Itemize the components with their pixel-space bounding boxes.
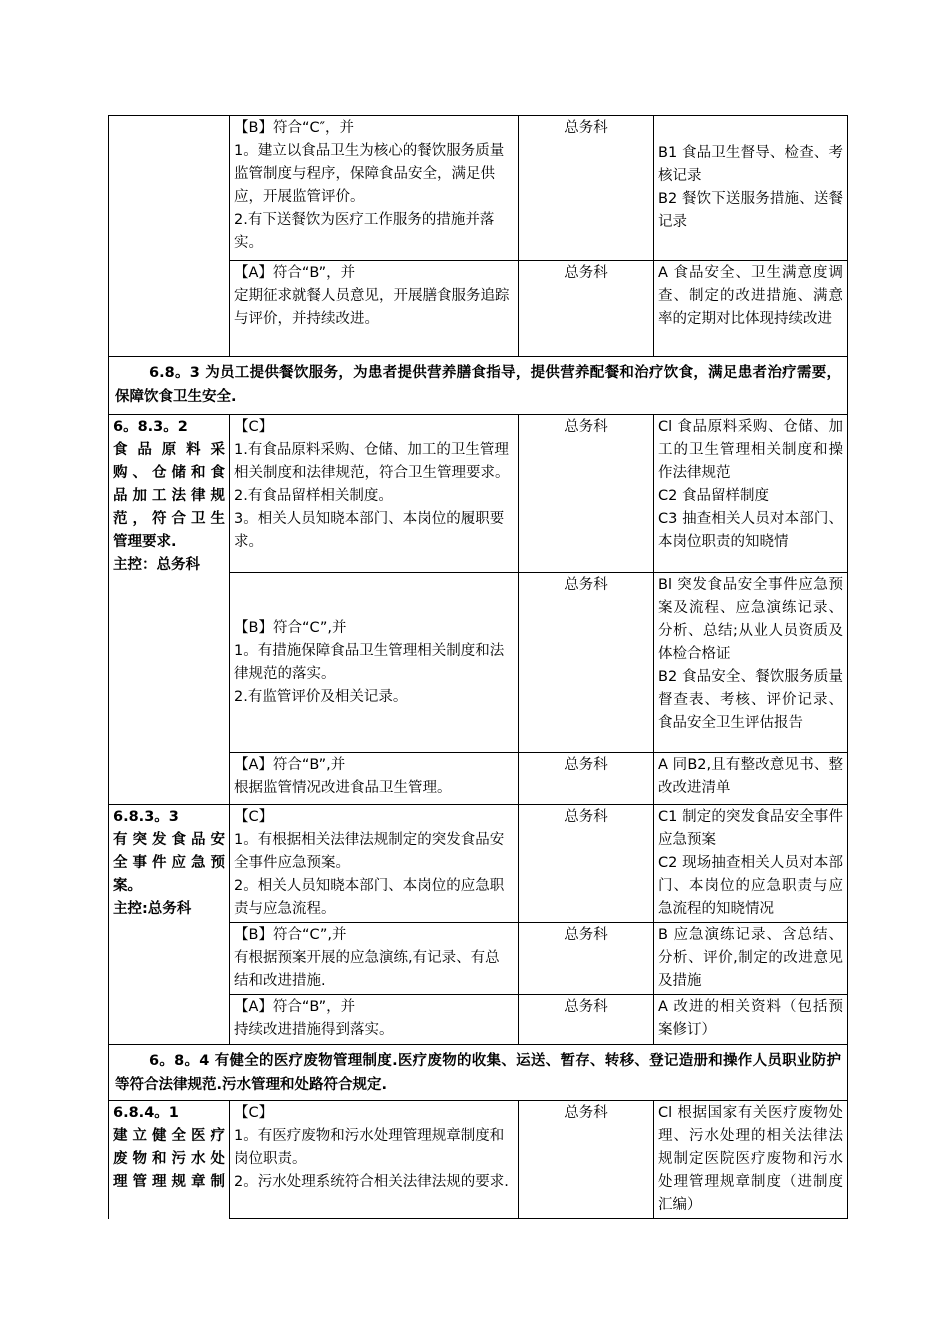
criterion-code: 6.8.4。1: [113, 1105, 179, 1121]
table-row: [109, 415, 848, 573]
evidence-cell: [654, 573, 848, 753]
dept-cell: 总务科: [519, 415, 654, 573]
evidence-item: B1 食品卫生督导、检查、考核记录: [658, 145, 843, 184]
criterion-cell: [109, 805, 230, 1045]
table-row: [109, 805, 848, 923]
evidence-cell: [654, 995, 848, 1045]
evidence-item: B2 餐饮下送服务措施、送餐记录: [658, 191, 843, 230]
criterion-title-line: 全事件应急预: [113, 855, 225, 871]
standard-cell: [230, 415, 519, 573]
standard-cell: [230, 1101, 519, 1219]
criterion-title-line: 范，符合卫生: [113, 511, 225, 527]
standard-cell: [230, 573, 519, 753]
standard-item: 2.有食品留样相关制度。: [234, 488, 393, 504]
level-label: 【B】符合“C″，并: [234, 120, 354, 136]
standards-table: [108, 115, 848, 1219]
standard-item: 1。建立以食品卫生为核心的餐饮服务质量监管制度与程序，保障食品安全，满足供应，开展监管评价。: [234, 143, 505, 205]
section-header: [109, 1045, 848, 1101]
criterion-owner: 主控:总务科: [113, 901, 192, 917]
standard-item: 根据监管情况改进食品卫生管理。: [234, 780, 452, 796]
criterion-title-line: 理管理规章制: [113, 1174, 225, 1190]
evidence-item: C2 现场抽查相关人员对本部门、本岗位的应急职责与应急流程的知晓情况: [658, 855, 843, 917]
evidence-item: B2 食品安全、餐饮服务质量督查表、考核、评价记录、食品安全卫生评估报告: [658, 669, 843, 731]
dept-cell: 总务科: [519, 261, 654, 357]
dept-cell: 总务科: [519, 753, 654, 805]
standard-item: 1。有措施保障食品卫生管理相关制度和法律规范的落实。: [234, 642, 505, 682]
level-label: 【C】: [234, 809, 274, 825]
standard-item: 2。相关人员知晓本部门、本岗位的应急职责与应急流程。: [234, 878, 505, 917]
criterion-title-line: 废物和污水处: [113, 1151, 225, 1167]
evidence-item: Cl 根据国家有关医疗废物处理、污水处理的相关法律法规制定医院医疗废物和污水处理管理规章制度（进制度汇编）: [658, 1105, 843, 1213]
evidence-item: C2 食品留样制度: [658, 488, 769, 504]
criterion-cell-empty: [109, 116, 230, 357]
standard-item: 1。有医疗废物和污水处理管理规章制度和岗位职责。: [234, 1128, 505, 1167]
criterion-title-line: 案。: [113, 878, 142, 894]
standard-item: 2.有下送餐饮为医疗工作服务的措施并落实。: [234, 212, 495, 251]
criterion-title-line: 有突发食品安: [113, 832, 225, 848]
criterion-title-line: 建立健全医疗: [113, 1128, 225, 1144]
level-label: 【B】符合“C”,并: [234, 619, 347, 636]
criterion-title-line: 管理要求.: [113, 534, 177, 550]
evidence-item: C3 抽查相关人员对本部门、本岗位职责的知晓情: [658, 511, 843, 550]
criterion-title-line: 购、仓储和食: [113, 465, 225, 481]
criterion-code: 6.8.3。3: [113, 809, 179, 825]
dept-cell: 总务科: [519, 1101, 654, 1219]
evidence-item: A 改进的相关资料（包括预案修订）: [658, 999, 843, 1038]
standard-item: 有根据预案开展的应急演练,有记录、有总结和改进措施.: [234, 950, 500, 989]
standard-cell: [230, 805, 519, 923]
evidence-item: A 食品安全、卫生满意度调查、制定的改进措施、满意率的定期对比体现持续改进: [658, 265, 843, 327]
table-row: [109, 116, 848, 261]
criterion-cell: [109, 415, 230, 805]
level-label: 【A】符合“B”，并: [234, 999, 356, 1015]
evidence-item: Cl 食品原料采购、仓储、加工的卫生管理相关制度和操作法律规范: [658, 419, 843, 481]
level-label: 【A】符合“B”,并: [234, 757, 346, 773]
section-header-row: [109, 357, 848, 415]
standard-cell: [230, 261, 519, 357]
section-title: 6。8。4 有健全的医疗废物管理制度.医疗废物的收集、运送、暂存、转移、登记造册和操作人员职业防护等符合法律规范.污水管理和处路符合规定.: [115, 1053, 841, 1093]
evidence-cell: [654, 415, 848, 573]
section-header: [109, 357, 848, 415]
table-row: [109, 1101, 848, 1219]
evidence-cell: [654, 261, 848, 357]
section-header-row: [109, 1045, 848, 1101]
criterion-title-line: 食品原料采: [113, 442, 225, 458]
standard-item: 定期征求就餐人员意见，开展膳食服务追踪与评价，并持续改进。: [234, 288, 510, 327]
level-label: 【C】: [234, 1105, 274, 1121]
standard-cell: [230, 116, 519, 261]
evidence-item: B 应急演练记录、含总结、分析、评价,制定的改进意见及措施: [658, 927, 843, 989]
standard-item: 1.有食品原料采购、仓储、加工的卫生管理相关制度和法律规范，符合卫生管理要求。: [234, 442, 510, 481]
standard-item: 持续改进措施得到落实。: [234, 1022, 394, 1038]
standard-cell: [230, 995, 519, 1045]
dept-cell: 总务科: [519, 805, 654, 923]
criterion-title-line: 品加工法律规: [113, 488, 225, 504]
level-label: 【C】: [234, 419, 274, 435]
evidence-item: A 同B2,且有整改意见书、整改改进清单: [658, 757, 843, 796]
evidence-cell: [654, 805, 848, 923]
evidence-cell: [654, 1101, 848, 1219]
standard-cell: [230, 923, 519, 995]
criterion-owner: 主控：总务科: [113, 557, 200, 573]
level-label: 【B】符合“C”,并: [234, 927, 347, 943]
standard-item: 2。污水处理系统符合相关法律法规的要求.: [234, 1174, 509, 1190]
evidence-item: C1 制定的突发食品安全事件应急预案: [658, 809, 843, 848]
dept-cell: 总务科: [519, 116, 654, 261]
standard-item: 2.有监管评价及相关记录。: [234, 688, 408, 705]
dept-cell: 总务科: [519, 923, 654, 995]
evidence-cell: [654, 753, 848, 805]
evidence-item: Bl 突发食品安全事件应急预案及流程、应急演练记录、分析、总结;从业人员资质及体检合格证: [658, 577, 843, 662]
standard-item: 3。相关人员知晓本部门、本岗位的履职要求。: [234, 511, 505, 550]
standard-item: 1。有根据相关法律法规制定的突发食品安全事件应急预案。: [234, 832, 505, 871]
standard-cell: [230, 753, 519, 805]
section-title: 6.8。3 为员工提供餐饮服务，为患者提供营养膳食指导，提供营养配餐和治疗饮食，满足患者治疗需要，保障饮食卫生安全.: [115, 365, 841, 405]
criterion-cell: [109, 1101, 230, 1219]
dept-cell: 总务科: [519, 995, 654, 1045]
evidence-cell: [654, 116, 848, 261]
dept-cell: 总务科: [519, 573, 654, 753]
level-label: 【A】符合“B”，并: [234, 265, 356, 281]
evidence-cell: [654, 923, 848, 995]
criterion-code: 6。8.3。2: [113, 419, 188, 435]
